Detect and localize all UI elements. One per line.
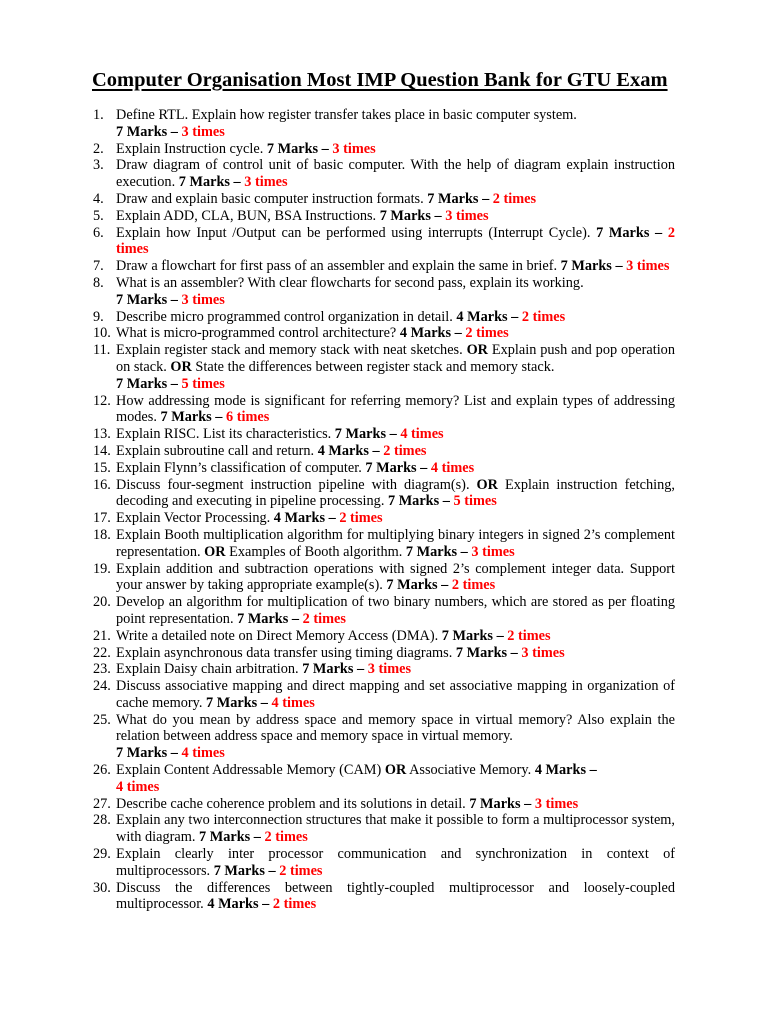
or-keyword: OR — [476, 476, 498, 493]
times-count: 3 times — [626, 258, 670, 275]
question-number: 14. — [93, 442, 111, 459]
question-number: 8. — [93, 274, 104, 291]
marks-label: 7 Marks – — [116, 291, 182, 308]
question-text — [116, 880, 675, 914]
times-count: 3 times — [181, 123, 225, 140]
question-text — [116, 510, 675, 527]
times-count: 2 times — [451, 577, 496, 594]
question-text — [116, 191, 675, 208]
question-text — [116, 812, 675, 846]
times-count: 4 times — [400, 426, 444, 443]
times-count: 4 times — [116, 778, 160, 795]
question-text — [116, 628, 675, 645]
times-count: 2 times — [264, 829, 308, 846]
question-body: Explain any two interconnection structures that make it possible to form a multiprocessor system, with diagram. — [116, 812, 675, 846]
question-number: 3. — [93, 157, 104, 174]
question-item — [93, 561, 675, 595]
question-number: 26. — [93, 762, 111, 779]
question-text — [116, 712, 675, 762]
question-item — [93, 510, 675, 527]
question-body: Explain Daisy chain arbitration. — [116, 661, 303, 678]
question-item — [93, 208, 675, 225]
question-text — [116, 460, 675, 477]
question-number: 18. — [93, 526, 111, 543]
question-item — [93, 762, 675, 796]
question-text — [116, 309, 675, 326]
question-number: 30. — [93, 879, 111, 896]
question-body: Explain clearly inter processor communication and synchronization in context of multiprocessors. — [116, 846, 675, 879]
question-body: Describe micro programmed control organization in detail. — [116, 308, 457, 325]
question-text — [116, 325, 675, 342]
marks-label: 4 Marks – — [317, 442, 384, 459]
times-count: 4 times — [430, 459, 475, 476]
question-number: 4. — [93, 190, 104, 207]
question-number: 16. — [93, 476, 111, 493]
question-text — [116, 157, 675, 191]
marks-label: 4 Marks – — [399, 325, 466, 342]
marks-label: 7 Marks – — [365, 459, 431, 476]
question-body: Explain how Input /Output can be performed using interrupts (Interrupt Cycle). — [116, 224, 597, 241]
question-list — [93, 107, 675, 913]
question-item — [93, 107, 675, 141]
question-body: Explain subroutine call and return. — [116, 442, 318, 459]
marks-label: 7 Marks – — [387, 493, 454, 510]
question-number: 21. — [93, 627, 111, 644]
times-count: 2 times — [272, 896, 317, 913]
question-text — [116, 678, 675, 712]
question-text — [116, 561, 675, 595]
marks-label: 7 Marks – — [302, 661, 368, 678]
marks-label: 7 Marks – — [379, 207, 446, 224]
times-count: 2 times — [279, 862, 323, 879]
question-item — [93, 309, 675, 326]
question-item — [93, 443, 675, 460]
question-item — [93, 712, 675, 762]
times-count: 4 times — [271, 694, 315, 711]
question-item — [93, 342, 675, 392]
or-keyword: OR — [170, 358, 192, 375]
marks-label: 7 Marks – — [427, 190, 493, 207]
times-count: 2 times — [302, 610, 346, 627]
question-item — [93, 477, 675, 511]
marks-label: 7 Marks – — [116, 745, 182, 762]
question-body: Draw and explain basic computer instruction formats. — [116, 190, 428, 207]
question-number: 27. — [93, 795, 111, 812]
times-count: 2 times — [116, 224, 675, 258]
question-item — [93, 325, 675, 342]
marks-label: 7 Marks – — [455, 644, 522, 661]
question-body: Explain asynchronous data transfer using timing diagrams. — [116, 644, 456, 661]
marks-label: 7 Marks – — [469, 795, 535, 812]
times-count: 3 times — [534, 795, 579, 812]
question-number: 13. — [93, 426, 111, 443]
question-item — [93, 594, 675, 628]
question-text — [116, 796, 675, 813]
question-number: 12. — [93, 392, 111, 409]
question-body: What do you mean by address space and memory space in virtual memory? Also explain the relation between address space and memory space in virtual memory. — [116, 711, 675, 745]
times-count: 3 times — [332, 140, 376, 157]
question-number: 17. — [93, 510, 111, 527]
marks-label: 4 Marks – — [534, 762, 597, 779]
times-count: 3 times — [367, 661, 412, 678]
marks-label: 7 Marks – — [213, 862, 280, 879]
marks-label: 7 Marks – — [441, 627, 508, 644]
times-count: 2 times — [492, 190, 537, 207]
question-number: 1. — [93, 107, 104, 123]
question-item — [93, 225, 675, 259]
question-text — [116, 107, 675, 141]
question-body: Explain register stack and memory stack with neat sketches. — [116, 342, 467, 359]
question-body: Explain addition and subtraction operations with signed 2’s complement integer data. Support your answer by taking appropriate example(s). — [116, 560, 675, 594]
question-text — [116, 393, 675, 427]
question-number: 29. — [93, 846, 111, 863]
marks-label: 7 Marks – — [334, 426, 401, 443]
question-body: State the differences between register stack and memory stack. — [191, 358, 555, 375]
question-number: 20. — [93, 594, 111, 611]
marks-label: 7 Marks – — [178, 174, 245, 191]
marks-label: 7 Marks – — [596, 224, 668, 241]
question-item — [93, 191, 675, 208]
marks-label: 7 Marks – — [116, 375, 182, 392]
question-text — [116, 645, 675, 662]
question-number: 19. — [93, 560, 111, 577]
question-item — [93, 628, 675, 645]
question-item — [93, 678, 675, 712]
times-count: 2 times — [383, 442, 427, 459]
question-body: Describe cache coherence problem and its solutions in detail. — [116, 795, 470, 812]
question-text — [116, 225, 675, 259]
or-keyword: OR — [384, 762, 407, 779]
question-text — [116, 443, 675, 460]
question-item — [93, 880, 675, 914]
question-body: Explain Instruction cycle. — [116, 140, 267, 157]
question-number: 24. — [93, 678, 111, 695]
times-count: 3 times — [471, 543, 515, 560]
question-text — [116, 527, 675, 561]
question-body: Draw a flowchart for first pass of an assembler and explain the same in brief. — [116, 258, 561, 275]
times-count: 2 times — [521, 308, 566, 325]
marks-label: 4 Marks – — [456, 308, 522, 325]
marks-label: 7 Marks – — [237, 610, 303, 627]
question-body: Develop an algorithm for multiplication of two binary numbers, which are stored as per floating point representation. — [116, 594, 675, 627]
question-text — [116, 594, 675, 628]
question-text — [116, 477, 675, 511]
question-item — [93, 460, 675, 477]
question-body: Define RTL. Explain how register transfer takes place in basic computer system. — [116, 107, 577, 123]
marks-label: 7 Marks – — [116, 123, 182, 140]
question-number: 7. — [93, 258, 104, 275]
question-body: Explain RISC. List its characteristics. — [116, 426, 335, 443]
times-count: 5 times — [453, 493, 497, 510]
question-item — [93, 527, 675, 561]
question-number: 2. — [93, 140, 104, 157]
question-text — [116, 661, 675, 678]
question-body: Draw diagram of control unit of basic computer. With the help of diagram explain instruction execution. — [116, 157, 675, 191]
question-body: Discuss associative mapping and direct mapping and set associative mapping in organization of cache memory. — [116, 678, 675, 711]
question-text — [116, 258, 675, 275]
question-number: 25. — [93, 711, 111, 728]
question-body: Explain instruction fetching, decoding and executing in pipeline processing. — [116, 476, 675, 510]
question-number: 5. — [93, 207, 104, 224]
question-body: How addressing mode is significant for referring memory? List and explain types of addressing modes. — [116, 392, 675, 426]
times-count: 4 times — [181, 745, 225, 762]
question-body: Explain Vector Processing. — [116, 510, 274, 527]
question-number: 23. — [93, 661, 111, 678]
question-body: Explain push and pop operation on stack. — [116, 342, 675, 375]
question-item — [93, 141, 675, 158]
times-count: 6 times — [226, 409, 270, 426]
question-body: Write a detailed note on Direct Memory Access (DMA). — [116, 627, 442, 644]
marks-label: 7 Marks – — [560, 258, 627, 275]
times-count: 3 times — [445, 207, 489, 224]
question-body: Discuss the differences between tightly-coupled multiprocessor and loosely-coupled multiprocessor. — [116, 879, 675, 913]
question-item — [93, 645, 675, 662]
question-item — [93, 426, 675, 443]
times-count: 2 times — [339, 510, 383, 527]
question-text — [116, 426, 675, 443]
question-number: 22. — [93, 644, 111, 661]
marks-label: 7 Marks – — [386, 577, 452, 594]
question-number: 15. — [93, 459, 111, 476]
question-number: 11. — [93, 342, 111, 359]
times-count: 3 times — [181, 291, 225, 308]
marks-label: 7 Marks – — [405, 543, 472, 560]
question-text — [116, 208, 675, 225]
question-item — [93, 812, 675, 846]
question-text — [116, 762, 675, 796]
question-item — [93, 796, 675, 813]
question-number: 9. — [93, 308, 104, 325]
question-text — [116, 846, 675, 880]
times-count: 3 times — [244, 174, 288, 191]
question-body: Explain ADD, CLA, BUN, BSA Instructions. — [116, 207, 380, 224]
marks-label: 7 Marks – — [205, 694, 272, 711]
question-body: What is an assembler? With clear flowcharts for second pass, explain its working. — [116, 274, 584, 291]
marks-label: 4 Marks – — [207, 896, 273, 913]
marks-label: 7 Marks – — [198, 829, 265, 846]
times-count: 3 times — [521, 644, 565, 661]
question-item — [93, 661, 675, 678]
question-body: Discuss four-segment instruction pipeline with diagram(s). — [116, 476, 477, 493]
question-item — [93, 275, 675, 309]
marks-label: 7 Marks – — [160, 409, 227, 426]
question-item — [93, 846, 675, 880]
question-body: Explain Content Addressable Memory (CAM) — [116, 762, 385, 779]
question-body: Explain Flynn’s classification of computer. — [116, 459, 366, 476]
or-keyword: OR — [204, 543, 226, 560]
question-body: Explain Booth multiplication algorithm for multiplying binary integers in signed 2’s complement representation. — [116, 526, 675, 560]
question-body: Associative Memory. — [406, 762, 535, 779]
marks-label: 4 Marks – — [273, 510, 340, 527]
question-body: Examples of Booth algorithm. — [225, 543, 406, 560]
times-count: 5 times — [181, 375, 225, 392]
question-item — [93, 393, 675, 427]
question-item — [93, 258, 675, 275]
question-number: 6. — [93, 224, 104, 241]
or-keyword: OR — [466, 342, 489, 359]
question-item — [93, 157, 675, 191]
question-body: What is micro-programmed control architecture? — [116, 325, 400, 342]
times-count: 2 times — [507, 627, 551, 644]
document-title: Computer Organisation Most IMP Question Bank for GTU Exam — [92, 69, 668, 91]
question-text — [116, 342, 675, 392]
question-number: 10. — [93, 325, 111, 342]
question-text — [116, 275, 675, 309]
marks-label: 7 Marks – — [266, 140, 333, 157]
question-number: 28. — [93, 812, 111, 829]
question-text — [116, 141, 675, 158]
times-count: 2 times — [465, 325, 509, 342]
